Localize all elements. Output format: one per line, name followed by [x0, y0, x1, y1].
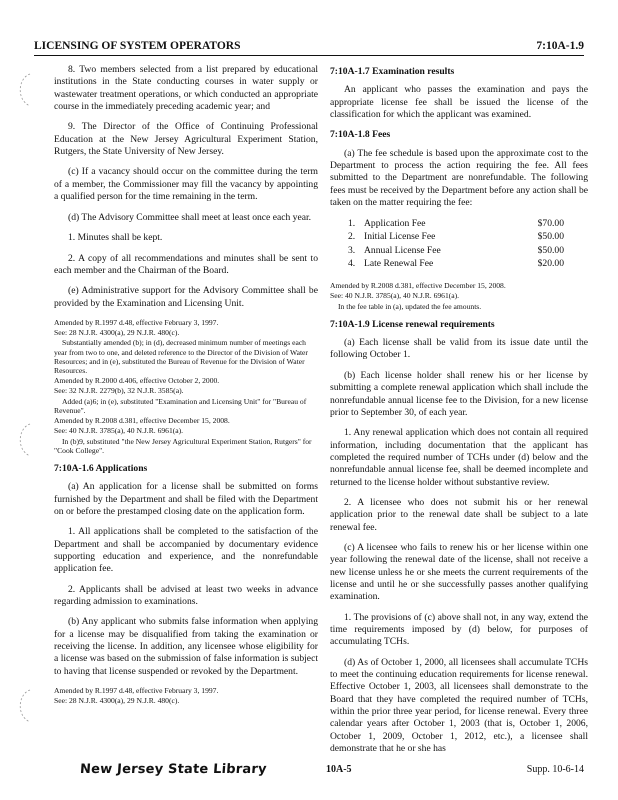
fee-label: Late Renewal Fee [364, 258, 434, 270]
history-note: See: 28 N.J.R. 4300(a), 29 N.J.R. 480(c). [54, 696, 180, 706]
fee-row [348, 217, 564, 230]
history-note: Added (a)6; in (e), substituted "Examination and Licensing Unit" for "Bureau of Revenue". [54, 396, 307, 415]
left-column [54, 64, 318, 714]
punch-hole-mark [10, 686, 34, 726]
paragraph-d: (d) The Advisory Committee shall meet at least once each year. [68, 211, 312, 223]
history-note: See: 32 N.J.R. 2279(b), 32 N.J.R. 3585(a). [54, 386, 184, 396]
fee-amount: $50.00 [537, 244, 564, 256]
paragraph-19d: (d) As of October 1, 2000, all licensees shall accumulate TCHs to meet the continuing education requirements for license renewal. Effective October 1, 2003, all licensees shall demonstrate to the Board that they have completed the required number of TCHs, within the prior three year period, for license renewal. Every three calendar years after October 1, 2003 (that is, October 1, 2006, October 1, 2009, October 1, 2012, etc.), a licensee shall demonstrate that he or she has [330, 656, 588, 754]
page-footer [34, 762, 584, 782]
right-column [330, 64, 588, 763]
history-note: Substantially amended (b); in (d), decreased minimum number of meetings each year from two to one, and deleted reference to the Director of the Division of Water Resources; and in (e), substituted the Bureau of Revenue for the Division of Water Resources. [54, 338, 308, 376]
running-header [34, 36, 584, 56]
section-heading-applications: 7:10A-1.6 Applications [54, 462, 148, 474]
library-logo: New Jersey State Library [79, 762, 268, 777]
fee-number: 4. [348, 258, 356, 270]
history-note: Amended by R.1997 d.48, effective February 3, 1997. [54, 686, 219, 696]
header-section-number: 7:10A-1.9 [536, 40, 584, 52]
paragraph-19b: (b) Each license holder shall renew his or her license by submitting a complete renewal application which shall include the nonrefundable annual license fee to the Division, for a new license prior to September 30, of each year. [330, 369, 588, 418]
paragraph-e: (e) Administrative support for the Advisory Committee shall be provided by the Examination and Licensing Unit. [54, 285, 318, 309]
fee-amount: $70.00 [537, 217, 564, 229]
section-heading-license-renewal: 7:10A-1.9 License renewal requirements [330, 318, 495, 330]
page-number: 10A-5 [326, 764, 352, 775]
amendment-notes [330, 281, 588, 311]
paragraph-d1: 1. Minutes shall be kept. [68, 232, 163, 244]
history-note: Amended by R.2008 d.381, effective December 15, 2008. [330, 281, 506, 291]
fee-number: 2. [348, 231, 356, 243]
paragraph-19c1: 1. The provisions of (c) above shall not, in any way, extend the time requirements imposed by (d) below, for purposes of accumulating TCHs. [330, 611, 588, 648]
paragraph-16a: (a) An application for a license shall be submitted on forms furnished by the Department and shall be filed with the Department on or before the prestamped closing date on the application form. [54, 481, 318, 517]
fee-table [348, 217, 564, 271]
paragraph-16a2: 2. Applicants shall be advised at least two weeks in advance regarding admission to examinations. [54, 583, 318, 607]
paragraph-17: An applicant who passes the examination and pays the appropriate license fee shall be issued the license of the classification for which the applicant was examined. [330, 84, 588, 120]
history-note: In the fee table in (a), updated the fee amounts. [338, 301, 482, 311]
history-note: See: 40 N.J.R. 3785(a), 40 N.J.R. 6961(a). [330, 291, 460, 301]
paragraph-b9: 9. The Director of the Office of Continuing Professional Education at the New Jersey Agricultural Experiment Station, Rutgers, the State University of New Jersey. [54, 121, 318, 157]
fee-label: Application Fee [364, 217, 426, 229]
supplement-date: Supp. 10-6-14 [526, 764, 584, 775]
fee-label: Annual License Fee [364, 244, 441, 256]
punch-hole-mark [10, 70, 34, 110]
amendment-notes [54, 686, 318, 705]
paragraph-16b: (b) Any applicant who submits false information when applying for a license may be disqualified from taking the examination or receiving the license. In addition, any licensee whose eligibility for a license was based on the submission of false information is subject to having that license suspended or revoked by the Department. [54, 616, 318, 677]
history-note: Amended by R.1997 d.48, effective February 3, 1997. [54, 318, 219, 328]
paragraph-19b1: 1. Any renewal application which does not contain all required information, including documentation that the applicant has completed the required number of TCHs under (d) below and the nonrefundable annual license fee, shall be deemed incomplete and returned to the license holder without substantive review. [330, 427, 588, 488]
paragraph-16a1: 1. All applications shall be completed to the satisfaction of the Department and shall be accompanied by documentary evidence supporting education and experience, and the nonrefundable application fee. [54, 526, 318, 575]
paragraph-c: (c) If a vacancy should occur on the committee during the term of a member, the Commissioner may fill the vacancy by appointing a qualified person for the time remaining in the term. [54, 166, 318, 203]
history-note: See: 40 N.J.R. 3785(a), 40 N.J.R. 6961(a). [54, 426, 184, 436]
fee-row [348, 258, 564, 271]
fee-row [348, 231, 564, 244]
fee-row [348, 244, 564, 257]
paragraph-18a: (a) The fee schedule is based upon the approximate cost to the Department to process the action requiring the fee. All fees submitted to the Department are nonrefundable. The following fees must be received by the Department before any action shall be taken on the matter requiring the fee: [330, 147, 588, 208]
fee-label: Initial License Fee [364, 231, 436, 243]
fee-amount: $20.00 [537, 258, 564, 270]
amendment-notes [54, 318, 318, 455]
section-heading-examination-results: 7:10A-1.7 Examination results [330, 66, 455, 77]
paragraph-d2: 2. A copy of all recommendations and minutes shall be sent to each member and the Chairman of the Board. [54, 252, 318, 276]
history-note: Amended by R.2000 d.406, effective October 2, 2000. [54, 376, 220, 386]
paragraph-19b2: 2. A licensee who does not submit his or her renewal application prior to the renewal date shall be subject to a late renewal fee. [330, 497, 588, 533]
fee-number: 1. [348, 217, 356, 229]
fee-amount: $50.00 [537, 231, 564, 243]
header-title: LICENSING OF SYSTEM OPERATORS [34, 40, 241, 52]
punch-hole-mark [10, 420, 34, 460]
fee-number: 3. [348, 244, 356, 256]
history-note: In (b)9, substituted "the New Jersey Agricultural Experiment Station, Rutgers" for "Cook College". [54, 436, 312, 455]
section-heading-fees: 7:10A-1.8 Fees [330, 129, 391, 141]
header-rule [34, 55, 584, 56]
paragraph-19c: (c) A licensee who fails to renew his or her license within one year following the renewal date of the license, shall not receive a new license unless he or she meets the current requirements of the license and until he or she successfully passes another qualifying examination. [330, 542, 588, 603]
history-note: See: 28 N.J.R. 4300(a), 29 N.J.R. 480(c). [54, 328, 180, 338]
paragraph-b8: 8. Two members selected from a list prepared by educational institutions in the State conducting courses in water supply or wastewater treatment operations, or which conducted an appropriate course in the immediately preceding academic year; and [54, 64, 318, 112]
paragraph-19a: (a) Each license shall be valid from its issue date until the following October 1. [330, 337, 588, 361]
history-note: Amended by R.2008 d.381, effective December 15, 2008. [54, 416, 230, 426]
